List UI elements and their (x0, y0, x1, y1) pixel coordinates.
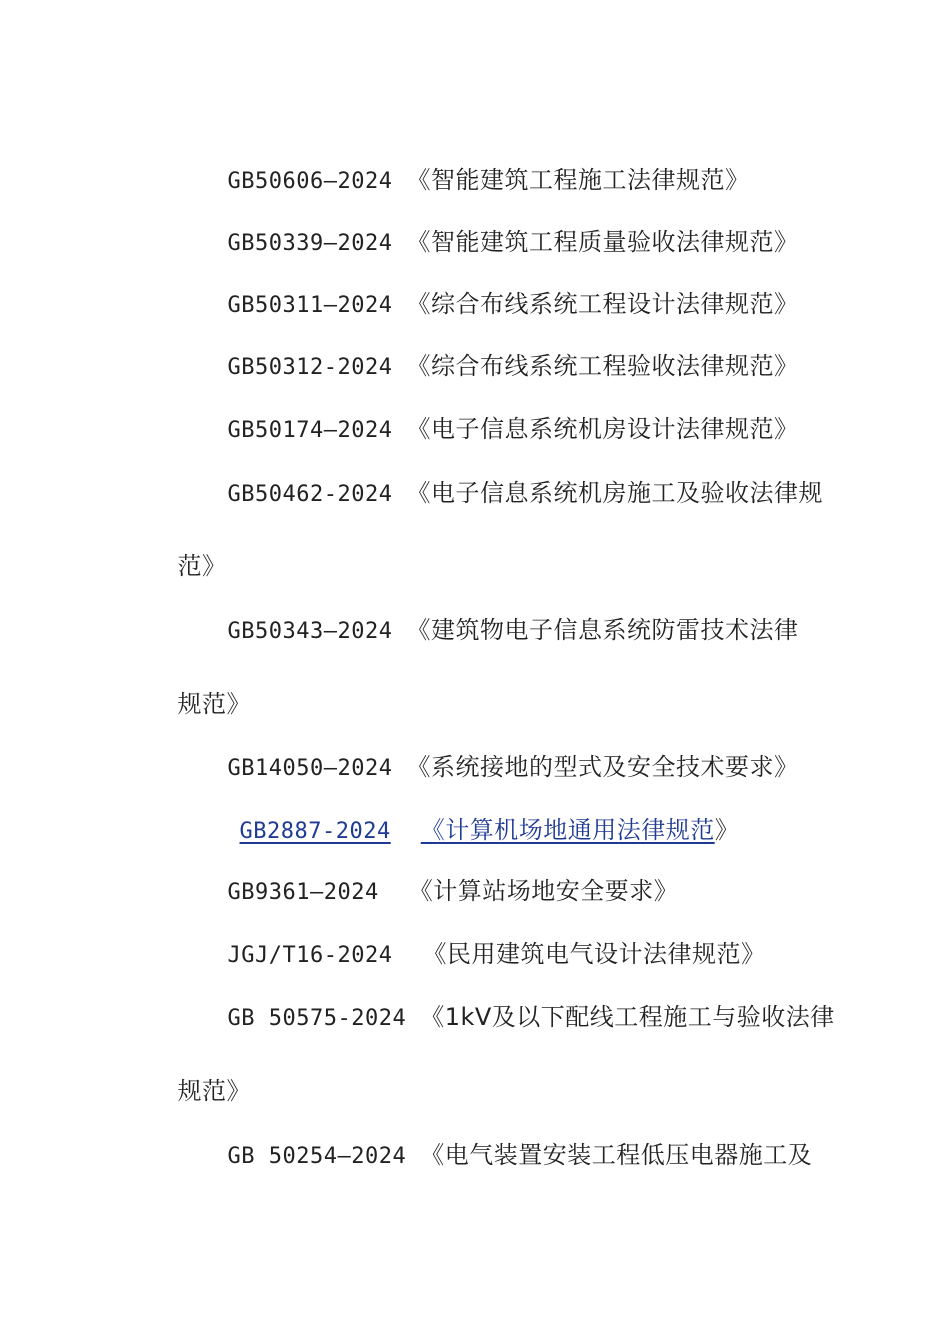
standard-title: 《计算站场地安全要求》 (408, 877, 679, 905)
standard-title: 《综合布线系统工程设计法律规范》 (406, 290, 799, 318)
standard-title-continuation: 规范》 (177, 690, 252, 718)
standard-title: 《民用建筑电气设计法律规范》 (422, 940, 766, 968)
standard-item (195, 972, 835, 1064)
standard-code: GB50174—2024 (227, 418, 393, 443)
standard-item (195, 1110, 812, 1202)
standard-code: GB50311—2024 (227, 293, 393, 318)
standard-title: 《电气装置安装工程低压电器施工及 (420, 1141, 813, 1169)
standard-code: GB9361—2024 (227, 880, 379, 905)
standard-code: GB50462-2024 (227, 482, 393, 507)
standard-title: 《系统接地的型式及安全技术要求》 (406, 753, 799, 781)
standard-code: GB 50254—2024 (227, 1144, 407, 1169)
standard-code: GB14050—2024 (227, 756, 393, 781)
standard-title: 《建筑物电子信息系统防雷技术法律 (406, 616, 799, 644)
standard-code: GB50606—2024 (227, 169, 393, 194)
standard-code: GB50312-2024 (227, 355, 393, 380)
standard-title: 《计算机场地通用法律规范 (420, 816, 715, 844)
standard-code: GB2887-2024 (239, 819, 391, 844)
standard-code: GB50343—2024 (227, 619, 393, 644)
standard-code: GB 50575-2024 (227, 1006, 407, 1031)
standard-item-link[interactable]: GB2887-2024 《计算机场地通用法律规范》 (239, 816, 740, 844)
standard-title: 《电子信息系统机房施工及验收法律规 (406, 479, 823, 507)
standard-title: 《1kV及以下配线工程施工与验收法律 (420, 1003, 835, 1031)
standard-title: 《智能建筑工程质量验收法律规范》 (406, 228, 799, 256)
standard-code: GB50339—2024 (227, 231, 393, 256)
standard-title: 《综合布线系统工程验收法律规范》 (406, 352, 799, 380)
standard-item (195, 448, 823, 540)
standard-item (195, 585, 798, 677)
standard-title: 《智能建筑工程施工法律规范》 (406, 166, 750, 194)
standard-code: JGJ/T16-2024 (227, 943, 393, 968)
standard-link[interactable] (240, 816, 715, 844)
standard-title-continuation: 范》 (177, 552, 227, 580)
standard-title: 《电子信息系统机房设计法律规范》 (406, 415, 799, 443)
standard-title-continuation: 规范》 (177, 1077, 252, 1105)
